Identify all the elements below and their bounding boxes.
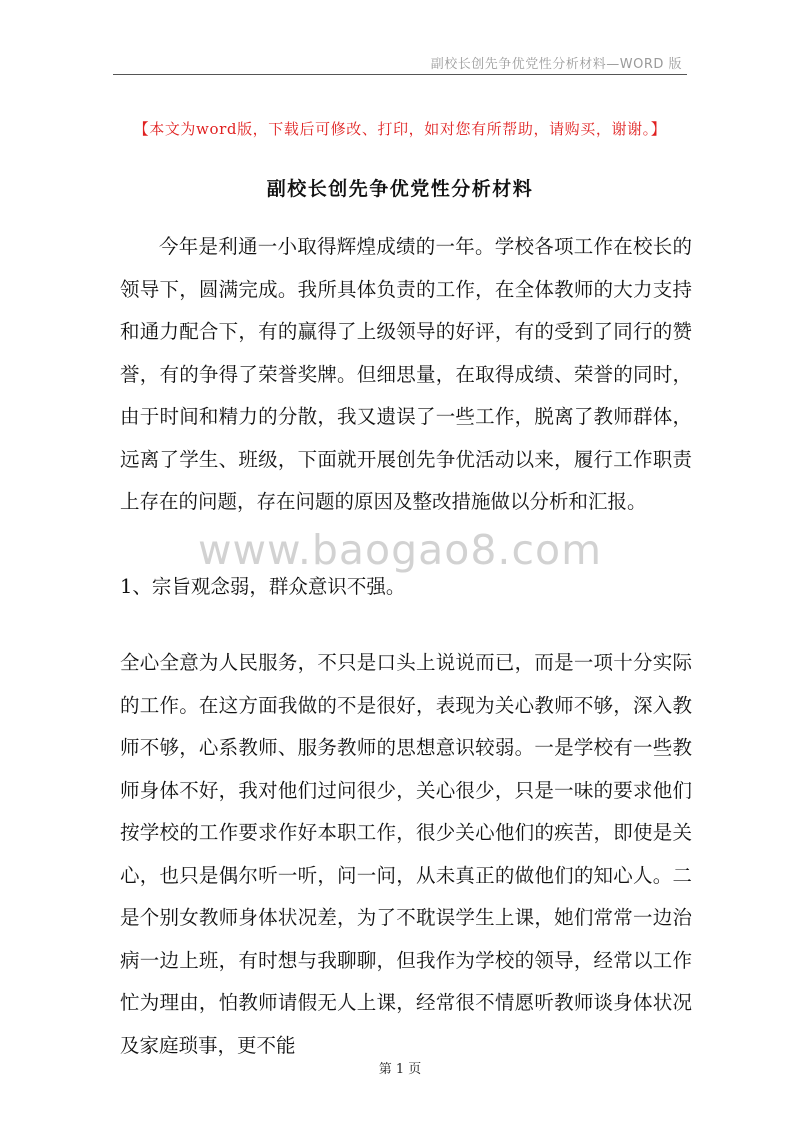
document-title: 副校长创先争优党性分析材料 bbox=[266, 178, 534, 200]
body-paragraph: 全心全意为人民服务，不只是口头上说说而已，而是一项十分实际的工作。在这方面我做的不是很好，表现为关心教师不够，深入教师不够，心系教师、服务教师的思想意识较弱。一是学校有一些教师身体不好，我对他们过问很少，关心很少，只是一味的要求他们按学校的工作要求作好本职工作，很少关心他们的疾苦，即使是关心，也只是偶尔听一听，问一问，从未真正的做他们的知心人。二是个别女教师身体状况差，为了不耽误学生上课，她们常常一边治病一边上班，有时想与我聊聊，但我作为学校的领导，经常以工作忙为理由，怕教师请假无人上课，经常很不情愿听教师谈身体状况及家庭琐事，更不能 bbox=[120, 651, 692, 1057]
watermark: www.baogao8.com bbox=[197, 526, 603, 574]
section-heading: 1、宗旨观念弱，群众意识不强。 bbox=[120, 575, 406, 598]
running-header: 副校长创先争优党性分析材料—WORD 版 bbox=[430, 57, 682, 72]
page-number: 第 1 页 bbox=[378, 1062, 422, 1077]
header-divider bbox=[113, 74, 687, 75]
download-notice: 【本文为word版，下载后可修改、打印，如对您有所帮助，请购买，谢谢。】 bbox=[133, 120, 667, 138]
intro-paragraph: 今年是利通一小取得辉煌成绩的一年。学校各项工作在校长的领导下，圆满完成。我所具体负责的工作，在全体教师的大力支持和通力配合下，有的赢得了上级领导的好评，有的受到了同行的赞誉，有的争得了荣誉奖牌。但细思量，在取得成绩、荣誉的同时，由于时间和精力的分散，我又遗误了一些工作，脱离了教师群体，远离了学生、班级，下面就开展创先争优活动以来，履行工作职责上存在的问题，存在问题的原因及整改措施做以分析和汇报。 bbox=[120, 235, 692, 513]
